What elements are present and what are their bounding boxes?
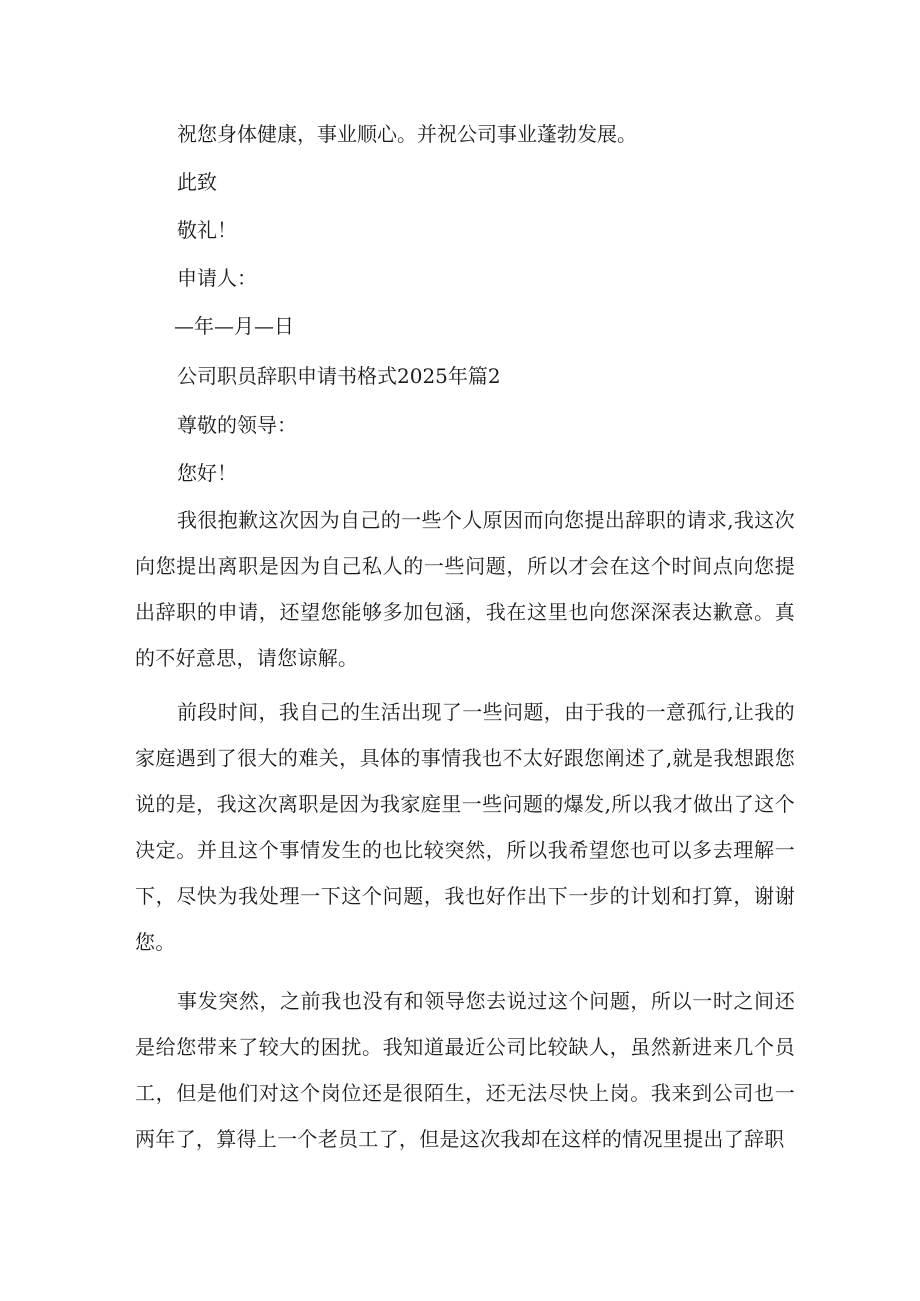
section-heading: 公司职员辞职申请书格式2025年篇2 [177,364,501,388]
salutation-line-2: 敬礼！ [177,218,237,242]
body-paragraph-1: 我很抱歉这次因为自己的一些个人原因而向您提出辞职的请求,我这次向您提出离职是因为自己私人的一些问题，所以才会在这个时间点向您提出辞职的申请，还望您能够多加包涵，我在这里也向您深深表达歉意。真的不好意思，请您谅解。 [135,508,795,670]
applicant-label: 申请人： [177,266,257,290]
closing-wishes: 祝您身体健康，事业顺心。并祝公司事业蓬勃发展。 [177,122,637,146]
body-paragraph-2: 前段时间，我自己的生活出现了一些问题，由于我的一意孤行,让我的家庭遇到了很大的难关，具体的事情我也不太好跟您阐述了,就是我想跟您说的是，我这次离职是因为我家庭里一些问题的爆发,所以我才做出了这个决定。并且这个事情发生的也比较突然，所以我希望您也可以多去理解一下，尽快为我处理一下这个问题，我也好作出下一步的计划和打算，谢谢您。 [135,700,795,954]
date-line: —年—月—日 [174,314,294,338]
addressee: 尊敬的领导： [177,413,297,437]
body-paragraph-3: 事发突然，之前我也没有和领导您去说过这个问题，所以一时之间还是给您带来了较大的困扰。我知道最近公司比较缺人，虽然新进来几个员工，但是他们对这个岗位还是很陌生，还无法尽快上岗。我来到公司也一两年了，算得上一个老员工了，但是这次我却在这样的情况里提出了辞职 [135,989,795,1151]
greeting: 您好！ [177,461,237,485]
salutation-line-1: 此致 [177,170,217,194]
